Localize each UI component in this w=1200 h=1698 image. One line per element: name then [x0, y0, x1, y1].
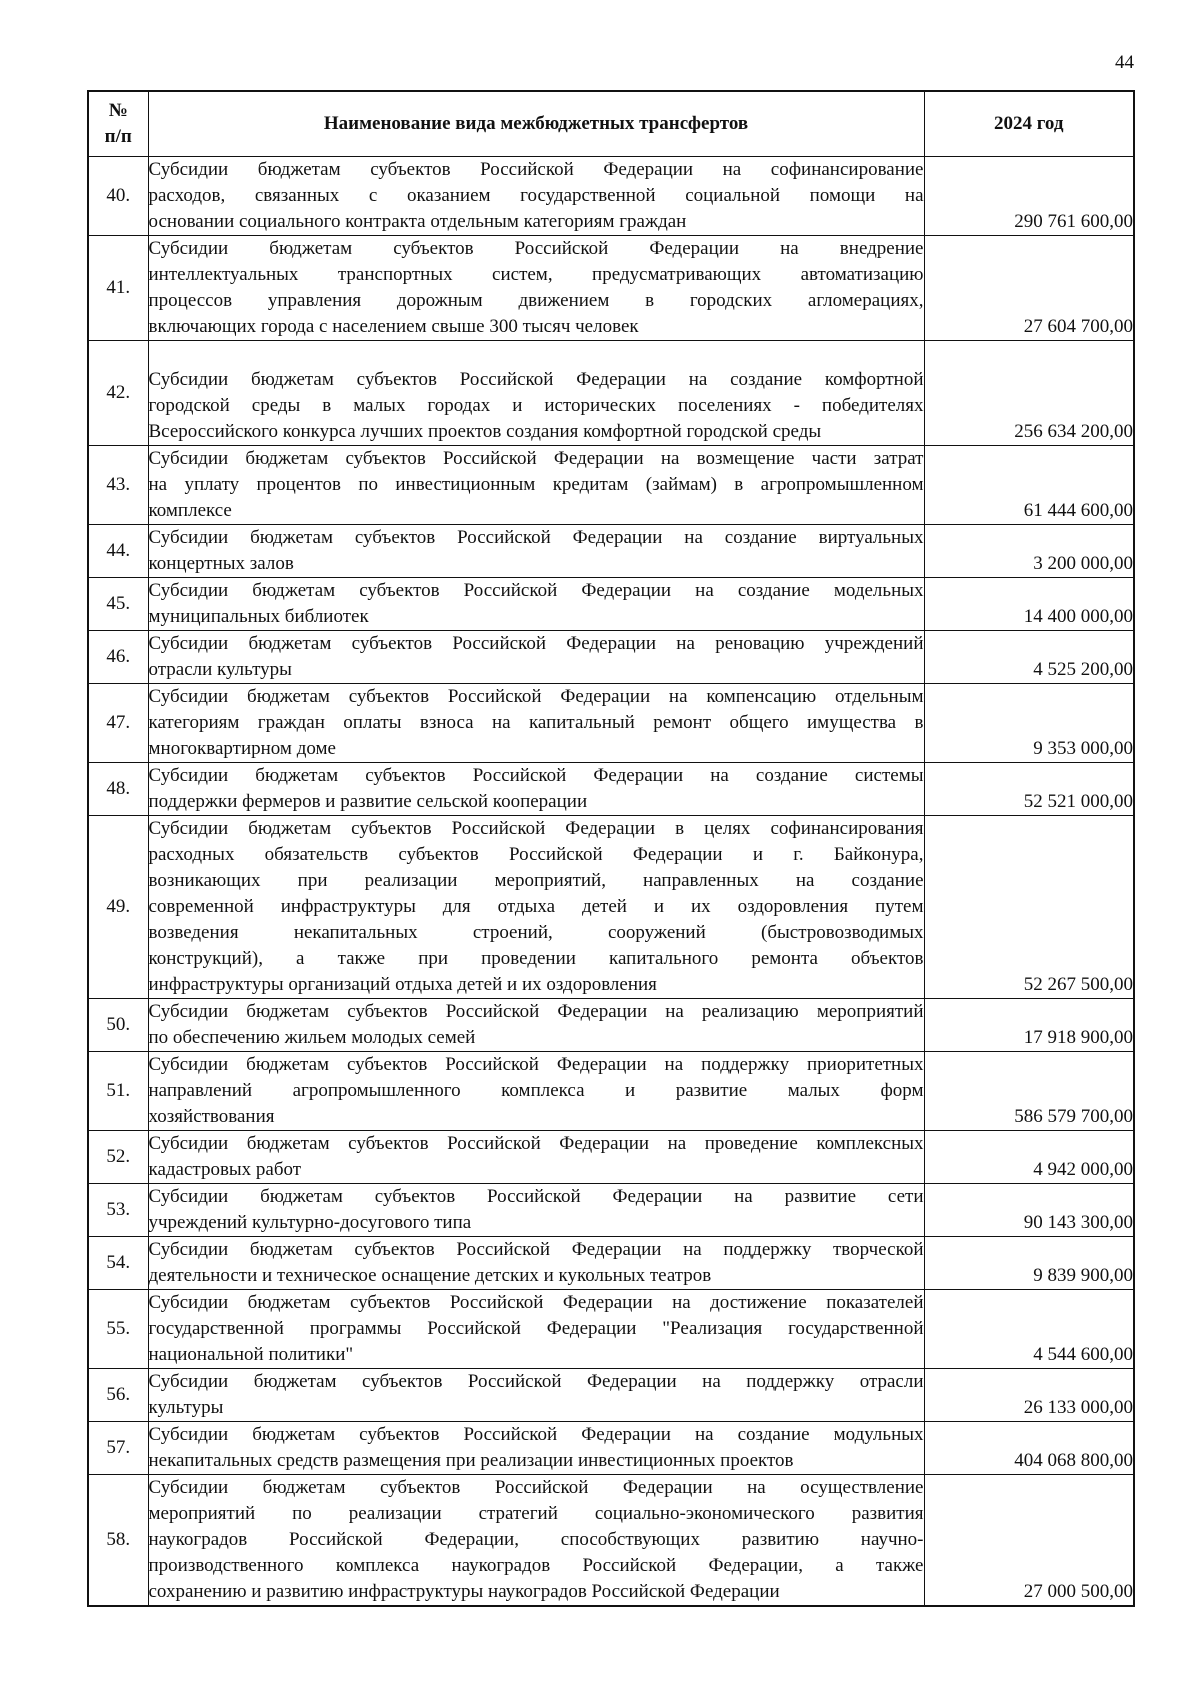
transfer-name-line: отрасли культуры — [148, 659, 292, 680]
row-number: 54. — [88, 1237, 148, 1290]
table-row — [88, 631, 1134, 684]
page-number: 44 — [1115, 52, 1134, 73]
table-row — [88, 1184, 1134, 1237]
transfer-name-line: деятельности и техническое оснащение детских и кукольных театров — [148, 1265, 712, 1286]
transfer-name — [148, 525, 924, 578]
transfer-name-line: комплексе — [148, 500, 232, 521]
transfer-name-line: категориям граждан оплаты взноса на капитальный ремонт общего имущества в — [148, 712, 924, 733]
transfer-name-line: кадастровых работ — [148, 1159, 302, 1180]
transfer-name — [148, 157, 924, 236]
transfer-name — [148, 1422, 924, 1475]
transfer-name-line: концертных залов — [148, 553, 294, 574]
transfer-name-line: включающих города с населением свыше 300 тысяч человек — [148, 316, 639, 337]
transfer-name — [148, 1184, 924, 1237]
table-row — [88, 578, 1134, 631]
row-number: 42. — [88, 341, 148, 446]
transfer-name-line: Субсидии бюджетам субъектов Российской Федерации на софинансирование — [148, 159, 924, 180]
transfer-name-line: Субсидии бюджетам субъектов Российской Федерации на внедрение — [148, 238, 924, 259]
transfer-name-line: Субсидии бюджетам субъектов Российской Федерации в целях софинансирования — [148, 818, 924, 839]
header-name: Наименование вида межбюджетных трансфертов — [148, 91, 924, 157]
transfer-amount: 586 579 700,00 — [924, 1052, 1134, 1131]
row-number: 50. — [88, 999, 148, 1052]
transfer-name-line: интеллектуальных транспортных систем, предусматривающих автоматизацию — [148, 264, 924, 285]
table-row — [88, 157, 1134, 236]
row-number: 47. — [88, 684, 148, 763]
transfer-amount: 52 267 500,00 — [924, 816, 1134, 999]
table-row — [88, 1237, 1134, 1290]
table-row — [88, 1052, 1134, 1131]
row-number: 43. — [88, 446, 148, 525]
transfer-amount: 17 918 900,00 — [924, 999, 1134, 1052]
table-row — [88, 446, 1134, 525]
transfer-amount: 4 544 600,00 — [924, 1290, 1134, 1369]
transfer-name-line: Субсидии бюджетам субъектов Российской Федерации на создание комфортной — [148, 369, 924, 390]
row-number: 56. — [88, 1369, 148, 1422]
table-row — [88, 1131, 1134, 1184]
transfer-name-line: наукоградов Российской Федерации, способствующих развитию научно- — [148, 1529, 924, 1550]
row-number: 57. — [88, 1422, 148, 1475]
transfer-name-line: некапитальных средств размещения при реализации инвестиционных проектов — [148, 1450, 794, 1471]
transfer-name — [148, 236, 924, 341]
transfer-name-line: Субсидии бюджетам субъектов Российской Федерации на поддержку приоритетных — [148, 1054, 924, 1075]
transfer-name-line: Субсидии бюджетам субъектов Российской Федерации на достижение показателей — [148, 1292, 924, 1313]
table-row — [88, 341, 1134, 446]
transfer-name-line: расходных обязательств субъектов Российской Федерации и г. Байконура, — [148, 844, 924, 865]
transfer-name — [148, 578, 924, 631]
transfer-name-line: Субсидии бюджетам субъектов Российской Федерации на создание модульных — [148, 1424, 924, 1445]
transfer-name-line: Субсидии бюджетам субъектов Российской Федерации на компенсацию отдельным — [148, 686, 924, 707]
transfer-name-line: возведения некапитальных строений, сооружений (быстровозводимых — [148, 922, 924, 943]
transfer-amount: 26 133 000,00 — [924, 1369, 1134, 1422]
transfer-name-line: Субсидии бюджетам субъектов Российской Федерации на проведение комплексных — [148, 1133, 924, 1154]
table-row — [88, 236, 1134, 341]
transfer-name — [148, 1237, 924, 1290]
transfer-name-line: Субсидии бюджетам субъектов Российской Федерации на развитие сети — [148, 1186, 924, 1207]
transfer-name — [148, 816, 924, 999]
transfer-name-line: расходов, связанных с оказанием государственной социальной помощи на — [148, 185, 924, 206]
table-row — [88, 684, 1134, 763]
transfer-name-line: основании социального контракта отдельным категориям граждан — [148, 211, 687, 232]
table-row — [88, 1422, 1134, 1475]
transfer-name-line: Субсидии бюджетам субъектов Российской Федерации на создание системы — [148, 765, 924, 786]
transfer-amount: 52 521 000,00 — [924, 763, 1134, 816]
transfer-name — [148, 1131, 924, 1184]
transfer-name — [148, 1052, 924, 1131]
transfer-name — [148, 684, 924, 763]
table-row — [88, 1290, 1134, 1369]
header-number-sign: № — [108, 100, 128, 121]
header-year: 2024 год — [924, 91, 1134, 157]
transfer-amount: 9 353 000,00 — [924, 684, 1134, 763]
row-number: 40. — [88, 157, 148, 236]
transfer-name-line: Субсидии бюджетам субъектов Российской Федерации на реновацию учреждений — [148, 633, 924, 654]
transfer-name-line: учреждений культурно-досугового типа — [148, 1212, 472, 1233]
transfer-name-line: Субсидии бюджетам субъектов Российской Федерации на реализацию мероприятий — [148, 1001, 924, 1022]
row-number: 52. — [88, 1131, 148, 1184]
table-row — [88, 999, 1134, 1052]
transfers-table — [87, 90, 1135, 1607]
transfer-name-line: Субсидии бюджетам субъектов Российской Федерации на поддержку отрасли — [148, 1371, 924, 1392]
transfer-name-line: на уплату процентов по инвестиционным кредитам (займам) в агропромышленном — [148, 474, 924, 495]
transfer-name-line: Субсидии бюджетам субъектов Российской Федерации на возмещение части затрат — [148, 448, 924, 469]
transfer-name-line: Субсидии бюджетам субъектов Российской Федерации на поддержку творческой — [148, 1239, 924, 1260]
transfer-name-line: многоквартирном доме — [148, 738, 336, 759]
transfer-name-line: мероприятий по реализации стратегий социально-экономического развития — [148, 1503, 924, 1524]
row-number: 44. — [88, 525, 148, 578]
transfer-name — [148, 341, 924, 446]
transfer-name — [148, 631, 924, 684]
transfer-amount: 256 634 200,00 — [924, 341, 1134, 446]
row-number: 53. — [88, 1184, 148, 1237]
table-header-row — [88, 91, 1134, 157]
transfer-name-line: инфраструктуры организаций отдыха детей и их оздоровления — [148, 974, 657, 995]
transfer-amount: 14 400 000,00 — [924, 578, 1134, 631]
transfer-amount: 3 200 000,00 — [924, 525, 1134, 578]
transfer-amount: 4 525 200,00 — [924, 631, 1134, 684]
transfer-amount: 27 604 700,00 — [924, 236, 1134, 341]
transfer-name-line: Субсидии бюджетам субъектов Российской Федерации на осуществление — [148, 1477, 924, 1498]
transfer-name — [148, 763, 924, 816]
row-number: 45. — [88, 578, 148, 631]
transfer-amount: 9 839 900,00 — [924, 1237, 1134, 1290]
transfer-amount: 61 444 600,00 — [924, 446, 1134, 525]
transfer-name — [148, 999, 924, 1052]
row-number: 58. — [88, 1475, 148, 1607]
table-row — [88, 1475, 1134, 1607]
transfer-name-line: современной инфраструктуры для отдыха детей и их оздоровления путем — [148, 896, 924, 917]
transfer-name — [148, 1475, 924, 1607]
row-number: 51. — [88, 1052, 148, 1131]
transfer-name — [148, 446, 924, 525]
table-row — [88, 525, 1134, 578]
transfer-name-line: производственного комплекса наукоградов Российской Федерации, а также — [148, 1555, 924, 1576]
transfer-name-line: муниципальных библиотек — [148, 606, 369, 627]
transfer-name-line: направлений агропромышленного комплекса и развитие малых форм — [148, 1080, 924, 1101]
row-number: 41. — [88, 236, 148, 341]
transfer-name-line: сохранению и развитию инфраструктуры наукоградов Российской Федерации — [148, 1581, 780, 1602]
transfer-name-line: государственной программы Российской Федерации "Реализация государственной — [148, 1318, 924, 1339]
row-number: 46. — [88, 631, 148, 684]
row-number: 49. — [88, 816, 148, 999]
table-body — [88, 157, 1134, 1607]
header-number — [88, 91, 148, 157]
transfer-name-line: Субсидии бюджетам субъектов Российской Федерации на создание модельных — [148, 580, 924, 601]
transfer-name-line: национальной политики" — [148, 1344, 354, 1365]
transfer-name — [148, 1290, 924, 1369]
transfer-amount: 4 942 000,00 — [924, 1131, 1134, 1184]
row-number: 55. — [88, 1290, 148, 1369]
transfer-name-line: Субсидии бюджетам субъектов Российской Федерации на создание виртуальных — [148, 527, 924, 548]
table-row — [88, 1369, 1134, 1422]
table-row — [88, 763, 1134, 816]
transfer-name — [148, 1369, 924, 1422]
header-number-abbr: п/п — [104, 126, 132, 147]
transfer-amount: 27 000 500,00 — [924, 1475, 1134, 1607]
table-row — [88, 816, 1134, 999]
transfer-name-line: по обеспечению жильем молодых семей — [148, 1027, 476, 1048]
transfer-name-line: поддержки фермеров и развитие сельской кооперации — [148, 791, 588, 812]
transfer-name-line: возникающих при реализации мероприятий, направленных на создание — [148, 870, 924, 891]
transfer-name-line: конструкций), а также при проведении капитального ремонта объектов — [148, 948, 924, 969]
transfer-name-line: Всероссийского конкурса лучших проектов создания комфортной городской среды — [148, 421, 822, 442]
transfer-amount: 290 761 600,00 — [924, 157, 1134, 236]
row-number: 48. — [88, 763, 148, 816]
transfer-amount: 404 068 800,00 — [924, 1422, 1134, 1475]
transfer-name-line: культуры — [148, 1397, 224, 1418]
transfer-name-line: городской среды в малых городах и исторических поселениях - победителях — [148, 395, 924, 416]
transfer-name-line: хозяйствования — [148, 1106, 275, 1127]
transfer-name-line: процессов управления дорожным движением в городских агломерациях, — [148, 290, 924, 311]
transfer-amount: 90 143 300,00 — [924, 1184, 1134, 1237]
